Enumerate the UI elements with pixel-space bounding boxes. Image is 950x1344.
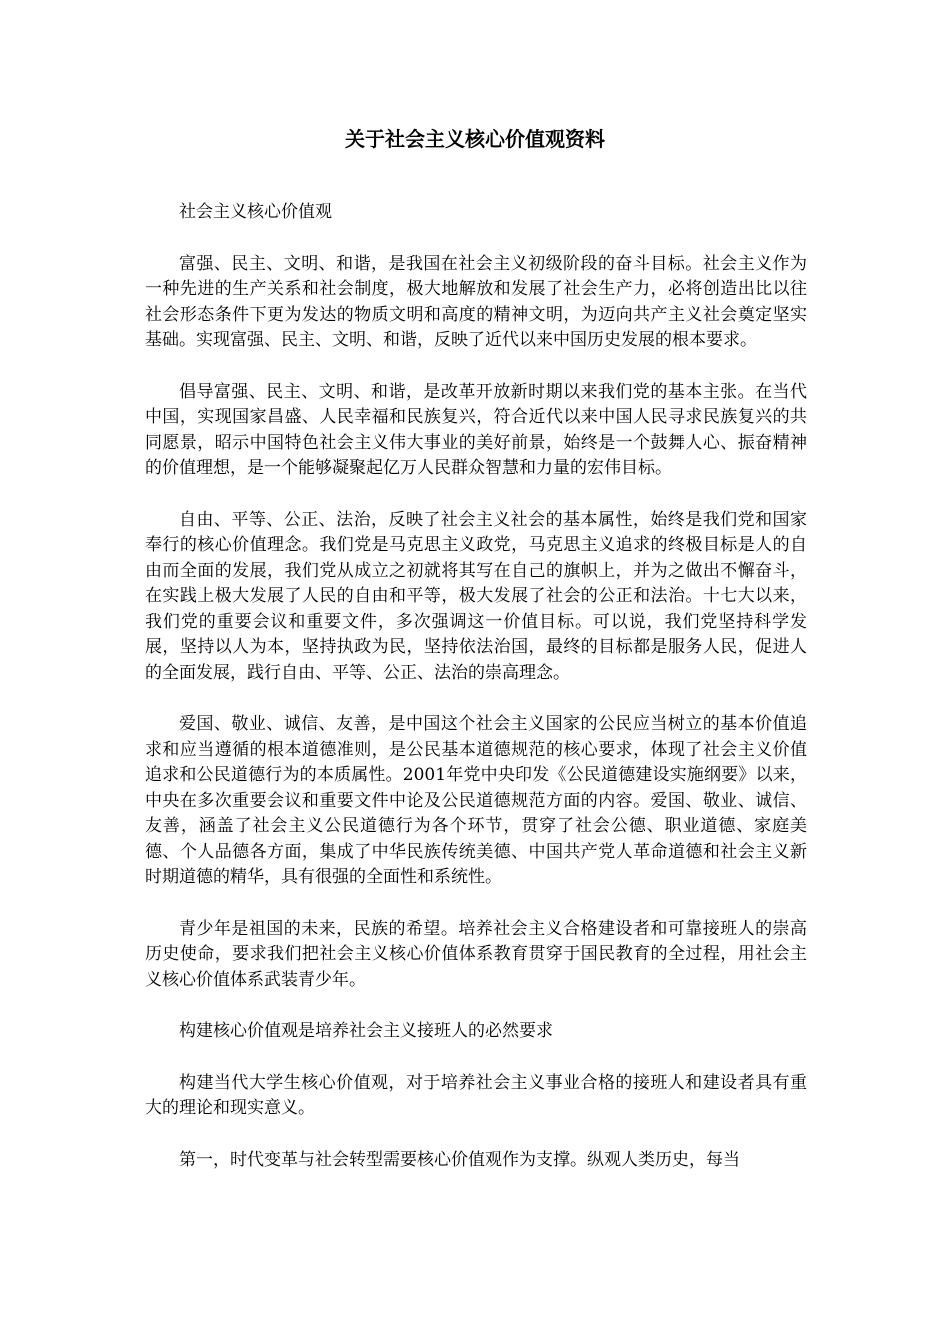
paragraph: 爱国、敬业、诚信、友善，是中国这个社会主义国家的公民应当树立的基本价值追求和应当遵循的根本道德准则，是公民基本道德规范的核心要求，体现了社会主义价值追求和公民道德行为的本质属性。2001年党中央印发《公民道德建设实施纲要》以来，中央在多次重要会议和重要文件中论及公民道德规范方面的内容。爱国、敬业、诚信、友善，涵盖了社会主义公民道德行为各个环节，贯穿了社会公德、职业道德、家庭美德、个人品德各方面，集成了中华民族传统美德、中国共产党人革命道德和社会主义新时期道德的精华，具有很强的全面性和系统性。	[145, 714, 807, 887]
paragraph: 倡导富强、民主、文明、和谐，是改革开放新时期以来我们党的基本主张。在当代中国，实现国家昌盛、人民幸福和民族复兴，符合近代以来中国人民寻求民族复兴的共同愿景，昭示中国特色社会主义伟大事业的美好前景，始终是一个鼓舞人心、振奋精神的价值理想，是一个能够凝聚起亿万人民群众智慧和力量的宏伟目标。	[145, 381, 807, 478]
paragraph: 第一，时代变革与社会转型需要核心价值观作为支撑。纵观人类历史，每当	[179, 1149, 740, 1170]
document-title: 关于社会主义核心价值观资料	[345, 127, 605, 151]
section-heading: 构建核心价值观是培养社会主义接班人的必然要求	[179, 1021, 553, 1041]
paragraph: 自由、平等、公正、法治，反映了社会主义社会的基本属性，始终是我们党和国家奉行的核心价值理念。我们党是马克思主义政党，马克思主义追求的终极目标是人的自由而全面的发展，我们党从成立之初就将其写在自己的旗帜上，并为之做出不懈奋斗，在实践上极大发展了人民的自由和平等，极大发展了社会的公正和法治。十七大以来，我们党的重要会议和重要文件，多次强调这一价值目标。可以说，我们党坚持科学发展，坚持以人为本，坚持执政为民，坚持依法治国，最终的目标都是服务人民，促进人的全面发展，践行自由、平等、公正、法治的崇高理念。	[145, 509, 807, 683]
paragraph: 青少年是祖国的未来，民族的希望。培养社会主义合格建设者和可靠接班人的崇高历史使命，要求我们把社会主义核心价值体系教育贯穿于国民教育的全过程，用社会主义核心价值体系武装青少年。	[145, 918, 807, 990]
paragraph: 构建当代大学生核心价值观，对于培养社会主义事业合格的接班人和建设者具有重大的理论和现实意义。	[145, 1072, 807, 1118]
section-heading: 社会主义核心价值观	[179, 202, 332, 222]
paragraph: 富强、民主、文明、和谐，是我国在社会主义初级阶段的奋斗目标。社会主义作为一种先进的生产关系和社会制度，极大地解放和发展了社会生产力，必将创造出比以往社会形态条件下更为发达的物质文明和高度的精神文明，为迈向共产主义社会奠定坚实基础。实现富强、民主、文明、和谐，反映了近代以来中国历史发展的根本要求。	[145, 253, 807, 350]
document-body	[145, 200, 807, 1199]
